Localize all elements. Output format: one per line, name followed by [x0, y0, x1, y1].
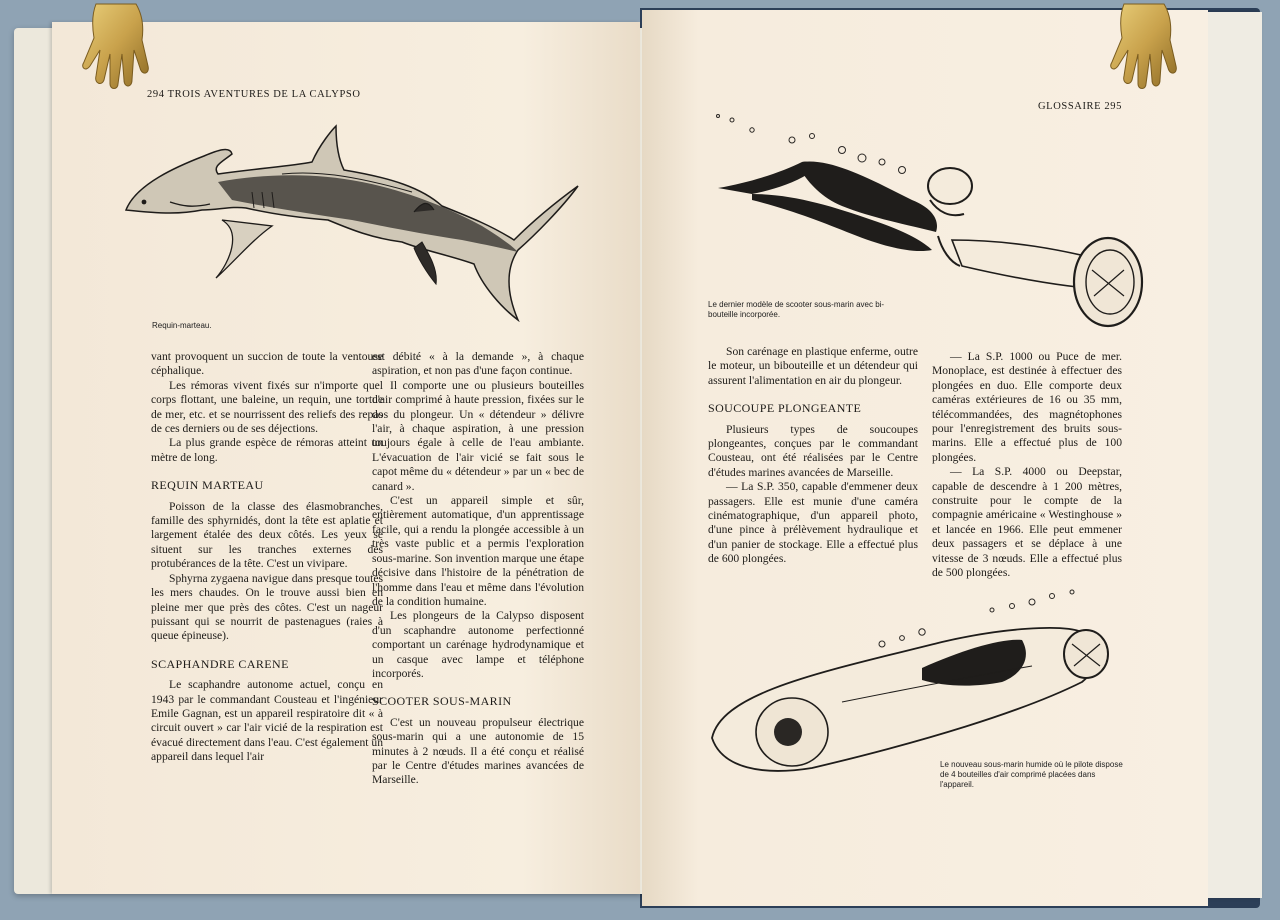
right-page-column-1: [708, 345, 918, 567]
paragraph: C'est un nouveau propulseur électrique sous-marin qui a une autonomie de 15 minutes à 2 nœuds. Il a été conçu et réalisé par le Centre d'études marines avancées de Marseille.: [372, 715, 584, 787]
paragraph: Son carénage en plastique enferme, outre le moteur, un bibouteille et un détendeur qui assurent l'alimentation en air du plongeur.: [708, 345, 918, 387]
right-page-column-2: [932, 350, 1122, 581]
paragraph: — La S.P. 1000 ou Puce de mer. Monoplace, est destinée à effectuer des plongées en duo. Elle comporte deux caméras extérieures de 16 ou 35 mm, télécommandées, des magnétophones pour l'enregistrement des bruits sous-marins. Elle a effectué plus de 100 plongées.: [932, 350, 1122, 464]
paragraph: vant provoquent un succion de toute la ventouse céphalique.: [151, 350, 383, 378]
running-head-right: GLOSSAIRE 295: [1038, 101, 1122, 112]
hammerhead-shark-illustration-icon: [122, 122, 582, 322]
paragraph: Il comporte une ou plusieurs bouteilles d'air comprimé à haute pression, fixées sur le dos du plongeur. Un « détendeur » délivre l'air, à chaque aspiration, à une pression toujours égale à celle de l'eau ambiante. L'évacuation de l'air vicié se fait sous le capot même du « détendeur » par un « bec de canard ».: [372, 378, 584, 493]
paragraph: C'est un appareil simple et sûr, entièrement automatique, d'un apprentissage facile, qui a rendu la plongée accessible à un très vaste public et a permis l'exploration sous-marine. Son invention marque une étape décisive dans l'histoire de la pénétration de l'homme dans l'eau et même dans l'évolution de la condition humaine.: [372, 494, 584, 608]
paragraph: Le scaphandre autonome actuel, conçu en 1943 par le commandant Cousteau et l'ingénieur Emile Gagnan, est un appareil respiratoire dit « à circuit ouvert » car l'air vicié de la respiration est évacué directement dans l'eau. C'est également un appareil dans lequel l'air: [151, 678, 383, 764]
brass-hand-page-holder-icon: [1104, 0, 1186, 90]
shark-figure-caption: Requin-marteau.: [152, 321, 212, 330]
submarine-figure-caption: Le nouveau sous-marin humide où le pilote dispose de 4 bouteilles d'air comprimé placées dans l'appareil.: [940, 760, 1123, 789]
paragraph: Les rémoras vivent fixés sur n'importe quel corps flottant, une baleine, un requin, une tortue de mer, etc. et se nourrissent des reliefs des repas de ces derniers ou de ses déjections.: [151, 378, 383, 436]
paragraph: Sphyrna zygaena navigue dans presque toutes les mers chaudes. On le trouve aussi bien en pleine mer que près des côtes. C'est un nageur puissant qui se nourrit de pastenagues (raies à queue épineuse).: [151, 571, 383, 643]
section-heading: REQUIN MARTEAU: [151, 478, 264, 493]
paragraph: — La S.P. 4000 ou Deepstar, capable de descendre à 1 200 mètres, construite pour le compte de la compagnie américaine « Westinghouse » et lancée en 1966. Elle peut emmener deux passagers et se déplace à une vitesse de 3 nœuds. Elle a effectué plus de 500 plongées.: [932, 465, 1122, 580]
paragraph: est débité « à la demande », à chaque aspiration, et non pas d'une façon continue.: [372, 350, 584, 378]
running-head-left: 294 TROIS AVENTURES DE LA CALYPSO: [147, 89, 361, 100]
scooter-figure-caption: Le dernier modèle de scooter sous-marin avec bi-bouteille incorporée.: [708, 300, 885, 319]
section-heading: SOUCOUPE PLONGEANTE: [708, 401, 862, 416]
left-page-column-2: [372, 350, 584, 788]
paragraph: Plusieurs types de soucoupes plongeantes, conçues par le commandant Cousteau, ont été réalisées par le Centre d'études marines avancées de Marseille.: [708, 422, 918, 479]
section-heading: SCOOTER SOUS-MARIN: [372, 694, 512, 709]
paragraph: — La S.P. 350, capable d'emmener deux passagers. Elle est munie d'une caméra cinématographique, d'un appareil photo, d'une pince à prélèvement hydraulique et d'un panier de stockage. Elle a effectué plus de 600 plongées.: [708, 480, 918, 566]
left-page-column-1: [151, 350, 383, 765]
wet-submarine-illustration-icon: [702, 582, 1162, 782]
paragraph: Poisson de la classe des élasmobranches, famille des sphyrnidés, dont la tête est aplatie et largement étalée des deux côtés. Les yeux se situent sur les tranches externes des protubérances de la tête. C'est un vivipare.: [151, 499, 383, 571]
brass-hand-page-holder-icon: [76, 0, 158, 90]
paragraph: Les plongeurs de la Calypso disposent d'un scaphandre autonome perfectionné comportant un carénage hydrodynamique et un casque avec lampe et téléphone incorporés.: [372, 609, 584, 680]
section-heading: SCAPHANDRE CARENE: [151, 656, 289, 671]
paragraph: La plus grande espèce de rémoras atteint un mètre de long.: [151, 436, 383, 464]
